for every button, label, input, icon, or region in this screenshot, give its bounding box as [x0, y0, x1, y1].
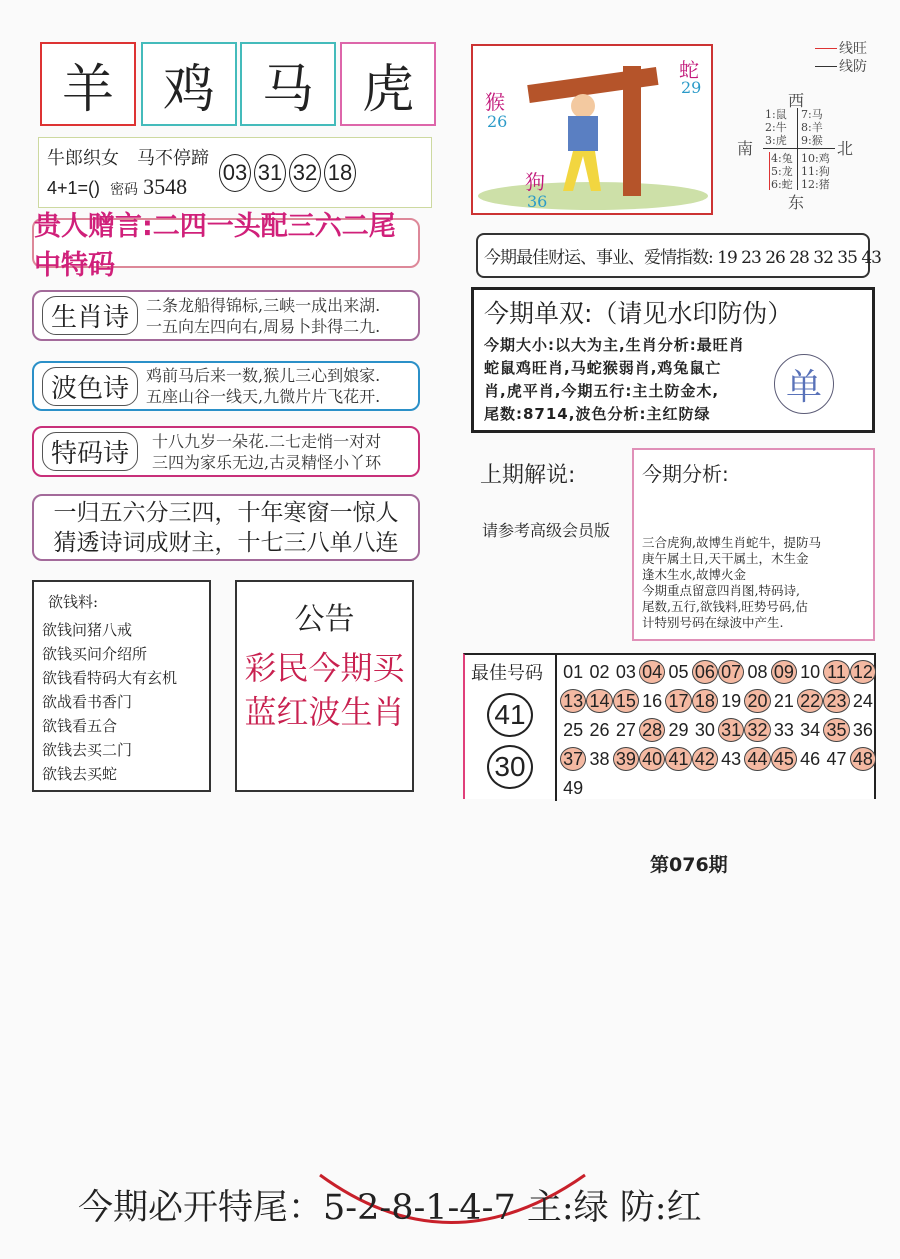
snake-number: 29	[681, 78, 702, 97]
watermark-stamp: 单	[774, 354, 834, 414]
number-cell: 44	[744, 747, 770, 771]
code-value: 3548	[143, 174, 188, 199]
number-cell: 31	[718, 718, 744, 742]
number-cell: 02	[589, 661, 610, 682]
poem-line: 鸡前马后来一数,猴儿三心到娘家.	[146, 366, 381, 385]
poem-line: 二条龙船得锦标,三峡一成出来湖.	[146, 295, 381, 315]
number-cell: 40	[639, 747, 665, 771]
verse-line: 一归五六分三四，十年寒窗一惊人	[53, 499, 399, 526]
money-title: 欲钱料:	[48, 593, 99, 611]
analysis-line: 三合虎狗,故博生肖蛇牛，提防马	[642, 535, 821, 550]
number-ball: 31	[254, 154, 286, 192]
monkey-number: 26	[487, 112, 508, 131]
analysis-title: 今期分析:	[642, 462, 729, 486]
money-item: 欲战看书香门	[42, 693, 133, 711]
legend-black: 线防	[839, 59, 867, 75]
dog-label: 狗	[525, 170, 545, 194]
poem-tag: 波色诗	[42, 367, 138, 406]
zodiac-box: 马	[240, 42, 336, 126]
money-item: 欲钱看特码大有玄机	[42, 669, 178, 687]
riddle-line1: 牛郎织女 马不停蹄	[47, 148, 209, 169]
number-cell: 20	[744, 689, 770, 713]
money-item: 欲钱买问介绍所	[42, 645, 148, 663]
last-issue-title: 上期解说:	[480, 463, 576, 488]
notice-box	[235, 580, 414, 792]
number-cell: 37	[560, 747, 586, 771]
bottom-tail-numbers: 今期必开特尾：5-2-8-1-4-7 主:绿 防:红	[78, 1188, 702, 1228]
compass-item: 2:牛	[765, 121, 787, 134]
number-cell: 39	[613, 747, 639, 771]
riddle-line2	[47, 174, 187, 200]
number-cell: 41	[665, 747, 691, 771]
number-cell: 32	[744, 718, 770, 742]
poem-line: 五座山谷一线天,九微片片飞花开.	[146, 387, 381, 406]
number-ball: 32	[289, 154, 321, 192]
index-box: 今期最佳财运、事业、爱情指数: 19 23 26 28 32 35 43	[476, 233, 870, 278]
snake-label: 蛇	[679, 58, 699, 82]
verse-line: 猜透诗词成财主，十七三八单八连	[53, 529, 399, 556]
compass-item: 3:虎	[765, 134, 787, 147]
compass-item: 8:羊	[801, 121, 823, 134]
poem-line: 十八九岁一朵花.二七走悄一对对	[152, 431, 382, 451]
compass-item: 9:猴	[801, 134, 823, 147]
gift-banner: 贵人赠言:二四一头配三六二尾中特码	[32, 218, 420, 268]
number-cell: 38	[589, 748, 610, 769]
analysis-line: 逢木生水,故博火金	[642, 567, 746, 582]
best-title: 最佳号码	[471, 663, 543, 684]
number-ball: 18	[324, 154, 356, 192]
money-item: 欲钱看五合	[42, 717, 118, 735]
money-item: 欲钱去买蛇	[42, 765, 118, 783]
worker-carrying-log-illustration	[473, 46, 711, 213]
number-cell: 27	[615, 719, 636, 740]
compass-item: 5:龙	[771, 165, 793, 178]
number-cell: 03	[615, 661, 636, 682]
legend-red: 线旺	[839, 41, 867, 57]
issue-number: 第076期	[650, 854, 728, 876]
compass-item: 11:狗	[801, 165, 830, 178]
number-cell: 45	[771, 747, 797, 771]
number-cell: 09	[771, 660, 797, 684]
number-cell: 25	[563, 719, 584, 740]
number-cell: 01	[563, 661, 584, 682]
number-cell: 15	[613, 689, 639, 713]
number-cell: 22	[797, 689, 823, 713]
number-cell: 29	[668, 719, 689, 740]
verse-box	[32, 494, 420, 561]
number-cell: 19	[721, 690, 742, 711]
notice-line: 蓝红波生肖	[244, 693, 405, 731]
number-cell: 21	[773, 690, 794, 711]
poem-box	[32, 361, 420, 411]
monkey-label: 猴	[485, 90, 505, 114]
poem-box	[32, 426, 420, 477]
best-ball: 41	[487, 693, 533, 737]
number-cell: 14	[586, 689, 612, 713]
number-cell: 26	[589, 719, 610, 740]
number-cell: 48	[850, 747, 876, 771]
number-cell: 47	[826, 748, 847, 769]
zodiac-box: 羊	[40, 42, 136, 126]
number-cell: 07	[718, 660, 744, 684]
zodiac-box: 虎	[340, 42, 436, 126]
odd-even-box	[471, 287, 875, 433]
number-ball: 03	[219, 154, 251, 192]
code-label: 密码	[110, 182, 139, 198]
money-item: 欲钱问猪八戒	[42, 621, 133, 639]
number-cell: 06	[692, 660, 718, 684]
dog-number: 36	[527, 192, 548, 211]
number-cell: 46	[800, 748, 821, 769]
money-item: 欲钱去买二门	[42, 741, 133, 759]
compass-diagram	[735, 41, 900, 214]
analysis-line: 肖,虎平肖,今期五行:主土防金木,	[484, 382, 720, 400]
analysis-line: 尾数,五行,欲钱料,旺势号码,估	[642, 599, 808, 614]
number-cell: 04	[639, 660, 665, 684]
analysis-line: 今期重点留意四肖图,特码诗,	[642, 583, 800, 598]
poem-box	[32, 290, 420, 341]
analysis-line: 计特别号码在绿波中产生.	[642, 615, 784, 630]
analysis-line: 蛇鼠鸡旺肖,马蛇猴弱肖,鸡兔鼠亡	[484, 359, 722, 377]
compass-item: 1:鼠	[765, 108, 787, 121]
number-cell: 33	[773, 719, 794, 740]
riddle-box	[38, 137, 432, 208]
south-label: 南	[737, 139, 754, 158]
notice-line: 彩民今期买	[244, 649, 405, 687]
number-cell: 08	[747, 661, 768, 682]
last-issue-text: 请参考高级会员版	[482, 521, 611, 540]
compass-item: 10:鸡	[801, 152, 830, 165]
riddle-equation: 4+1=()	[47, 178, 101, 198]
number-cell: 13	[560, 689, 586, 713]
number-cell: 49	[563, 777, 584, 798]
number-cell: 43	[721, 748, 742, 769]
compass-item: 7:马	[801, 108, 823, 121]
number-cell: 30	[694, 719, 715, 740]
riddle-balls	[219, 154, 359, 192]
analysis-line: 庚午属土日,天干属土，木生金	[642, 551, 809, 566]
poem-line: 三四为家乐无边,古灵精怪小丫环	[152, 452, 382, 472]
number-cell: 23	[823, 689, 849, 713]
number-cell: 05	[668, 661, 689, 682]
analysis-box	[632, 448, 875, 641]
number-cell: 17	[665, 689, 691, 713]
number-cell: 16	[642, 690, 663, 711]
north-label: 北	[837, 139, 854, 158]
number-cell: 35	[823, 718, 849, 742]
east-label: 东	[788, 193, 805, 212]
analysis-line: 今期大小:以大为主,生肖分析:最旺肖	[484, 336, 745, 354]
number-cell: 10	[800, 661, 821, 682]
number-cell: 34	[800, 719, 821, 740]
poem-line: 一五向左四向右,周易卜卦得二九.	[146, 316, 381, 336]
number-cell: 42	[692, 747, 718, 771]
notice-title: 公告	[294, 602, 355, 637]
analysis-line: 尾数:8714,波色分析:主红防绿	[484, 405, 711, 423]
number-cell: 28	[639, 718, 665, 742]
number-cell: 11	[823, 660, 849, 684]
cartoon-picture	[471, 44, 713, 215]
number-cell: 36	[852, 719, 873, 740]
number-cell: 12	[850, 660, 876, 684]
compass-item: 6:蛇	[771, 178, 793, 191]
poem-tag: 特码诗	[42, 432, 138, 471]
poem-tag: 生肖诗	[42, 296, 138, 335]
compass-item: 12:猪	[801, 178, 830, 191]
best-ball: 30	[487, 745, 533, 789]
odd-even-title: 今期单双:（请见水印防伪）	[484, 299, 793, 328]
money-box	[32, 580, 211, 792]
west-label: 西	[788, 91, 805, 110]
zodiac-box: 鸡	[141, 42, 237, 126]
number-cell: 18	[692, 689, 718, 713]
number-cell: 24	[852, 690, 873, 711]
number-grid	[560, 660, 876, 800]
compass-item: 4:兔	[771, 152, 793, 165]
